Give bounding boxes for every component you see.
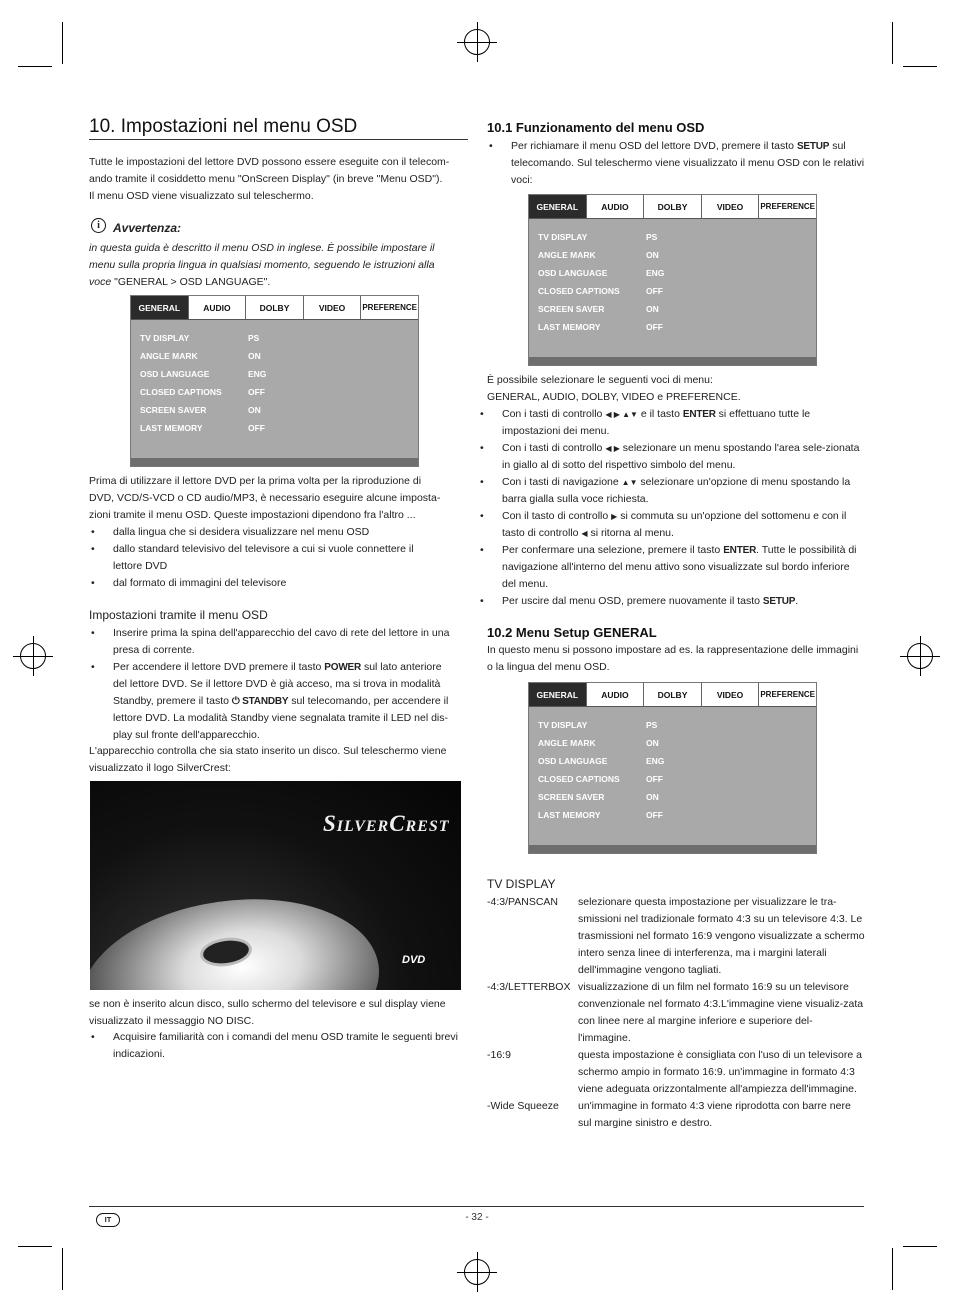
osd-tab-dolby: DOLBY	[644, 195, 702, 218]
osd-row: OSD LANGUAGE ENG	[538, 756, 665, 766]
osd-tab-video: VIDEO	[702, 683, 760, 706]
osd-tab-audio: AUDIO	[587, 683, 645, 706]
list-item: • Per uscire dal menu OSD, premere nuovamente il tasto SETUP.	[478, 593, 865, 610]
right-arrow-icon: ▶	[611, 512, 618, 521]
section-10-1-heading: 10.1 Funzionamento del menu OSD	[487, 120, 705, 135]
list-item: • Per accendere il lettore DVD premere il tasto POWER sul lato anteriore del lettore DVD. Se il lettore DVD è già acceso, ma si trova in modalità Standby, premere il tasto ⏻ STANDBY sul telecomando, per accendere il lettore DVD. La modalità Standby viene segnalata tramite il LED nel dis-play sul fronte dell'apparecchio.	[89, 659, 453, 744]
general-menu-paragraph: In questo menu si possono impostare ad es. la rappresentazione delle immagini o la lingua del menu OSD.	[487, 644, 859, 673]
dvd-logo: DVD	[402, 954, 426, 966]
osd-row: ANGLE MARK ON	[538, 738, 659, 748]
osd-row: TV DISPLAY PS	[140, 333, 260, 343]
language-badge: IT	[96, 1213, 120, 1227]
osd-tab-general: GENERAL	[131, 296, 189, 319]
osd-row: SCREEN SAVER ON	[140, 405, 261, 415]
osd-tab-video: VIDEO	[702, 195, 760, 218]
osd-row: LAST MEMORY OFF	[538, 322, 663, 332]
osd-row: LAST MEMORY OFF	[140, 423, 265, 433]
crop-mark	[18, 66, 52, 67]
registration-mark-icon	[464, 29, 490, 55]
osd-row: OSD LANGUAGE ENG	[538, 268, 665, 278]
disc-icon	[90, 881, 390, 990]
list-item: -16:9 questa impostazione è consigliata con l'uso di un televisore a schermo ampio in formato 16:9. un'immagine in formato 4:3 viene adeguata orizzontalmente all'ampiezza dell'immagine.	[487, 1049, 862, 1095]
list-item: • Acquisire familiarità con i comandi del menu OSD tramite le seguenti brevi indicazioni.	[89, 1029, 459, 1063]
page-number: - 32 -	[465, 1212, 489, 1223]
left-right-arrow-icon: ◀ ▶	[605, 444, 620, 453]
osd-tab-audio: AUDIO	[587, 195, 645, 218]
osd-row: OSD LANGUAGE ENG	[140, 369, 267, 379]
list-item: • Con i tasti di controllo ◀ ▶ selezionare un menu spostando l'area sele-zionata in giallo al di sotto del rispettivo simbolo del menu.	[478, 440, 865, 474]
osd-tab-bar	[131, 296, 418, 320]
osd-status-bar	[131, 458, 418, 466]
info-icon: i	[91, 218, 106, 233]
footer-rule	[89, 1206, 864, 1207]
osd-row: SCREEN SAVER ON	[538, 792, 659, 802]
setup-list	[487, 138, 865, 189]
osd-row: TV DISPLAY PS	[538, 232, 658, 242]
crop-mark	[62, 22, 63, 64]
list-item: • Per richiamare il menu OSD del lettore DVD, premere il tasto SETUP sul telecomando. Sul teleschermo viene visualizzato il menu OSD con le relativi voci:	[487, 138, 865, 189]
setup-steps-list	[89, 625, 453, 744]
osd-tab-general: GENERAL	[529, 195, 587, 218]
list-item: • Con i tasti di controllo ◀ ▶ ▲▼ e il tasto ENTER si effettuano tutte le impostazioni dei menu.	[478, 406, 865, 440]
up-down-arrow-icon: ▲▼	[621, 478, 638, 487]
crop-mark	[903, 66, 937, 67]
crop-mark	[62, 1248, 63, 1290]
osd-tab-preference: PREFERENCE	[362, 303, 418, 312]
left-arrow-icon: ◀	[581, 529, 588, 538]
sub-heading: Impostazioni tramite il menu OSD	[89, 608, 268, 622]
osd-menu-screenshot	[528, 682, 817, 854]
registration-mark-icon	[907, 643, 933, 669]
osd-row: LAST MEMORY OFF	[538, 810, 663, 820]
osd-tab-dolby: DOLBY	[644, 683, 702, 706]
osd-tab-preference: PREFERENCE	[760, 690, 816, 699]
crop-mark	[18, 1246, 52, 1247]
osd-row: CLOSED CAPTIONS OFF	[538, 286, 663, 296]
selectable-items-paragraph: È possibile selezionare le seguenti voci di menu: GENERAL, AUDIO, DOLBY, VIDEO e PREFERENCE.	[487, 374, 741, 403]
list-item: -Wide Squeeze un'immagine in formato 4:3 viene riprodotta con barre nere sul margine sinistro e destro.	[487, 1100, 851, 1129]
osd-tab-dolby: DOLBY	[246, 296, 304, 319]
osd-menu-screenshot	[130, 295, 419, 467]
list-item: • dal formato di immagini del televisore	[89, 575, 434, 592]
silvercrest-logo-image	[90, 781, 461, 990]
title-rule	[89, 139, 468, 140]
list-item: • Con il tasto di controllo ▶ si commuta su un'opzione del sottomenu e con il tasto di controllo ◀ si ritorna al menu.	[478, 508, 865, 542]
list-item: • Inserire prima la spina dell'apparecchio del cavo di rete del lettore in una presa di corrente.	[89, 625, 453, 659]
osd-tab-video: VIDEO	[304, 296, 362, 319]
crop-mark	[892, 22, 893, 64]
osd-tab-general: GENERAL	[529, 683, 587, 706]
familiarize-list	[89, 1029, 459, 1063]
no-disc-paragraph: se non è inserito alcun disco, sullo schermo del televisore e sul display viene visualizzato il messaggio NO DISC.	[89, 998, 446, 1027]
list-item: • Per confermare una selezione, premere il tasto ENTER. Tutte le possibilità di navigazione all'interno del menu attivo sono visualizzate sul bordo inferiore del menu.	[478, 542, 865, 593]
arrow-keys-icon: ◀ ▶ ▲▼	[605, 410, 638, 419]
osd-tab-preference: PREFERENCE	[760, 202, 816, 211]
osd-row: TV DISPLAY PS	[538, 720, 658, 730]
note-text: in questa guida è descritto il menu OSD in inglese. È possibile impostare il menu sulla propria lingua in qualsiasi momento, seguendo le istruzioni alla voce "GENERAL > OSD LANGUAGE".	[89, 242, 435, 288]
intro-paragraph: Tutte le impostazioni del lettore DVD possono essere eseguite con il telecom- ando tramite il cosiddetto menu "OnScreen Display" (in breve "Menu OSD"). Il menu OSD viene visualizzato sul teleschermo.	[89, 156, 450, 202]
list-item: • dalla lingua che si desidera visualizzare nel menu OSD	[89, 524, 434, 541]
crop-mark	[903, 1246, 937, 1247]
registration-mark-icon	[20, 643, 46, 669]
list-item: -4:3/LETTERBOX visualizzazione di un film nel formato 16:9 su un televisore convenzionale nel formato 4:3.L'immagine viene visualiz-zata con linee nere al margine inferiore e superiore del-l'immagine.	[487, 981, 864, 1044]
tv-display-heading: TV DISPLAY	[487, 877, 556, 891]
list-item: • dallo standard televisivo del televisore a cui si vuole connettere il lettore DVD	[89, 541, 434, 575]
osd-row: ANGLE MARK ON	[538, 250, 659, 260]
osd-row: CLOSED CAPTIONS OFF	[140, 387, 265, 397]
registration-mark-icon	[464, 1259, 490, 1285]
page-title: 10. Impostazioni nel menu OSD	[89, 116, 358, 137]
tv-display-options	[487, 894, 865, 1132]
list-item: -4:3/PANSCAN selezionare questa impostazione per visualizzare le tra-smissioni nel tradizionale formato 4:3 su un televisore 4:3. Le trasmissioni nel formato 16:9 vengono visualizzate a schermo intero senza linee di interferenza, ma i margini laterali dell'immagine vengono tagliati.	[487, 896, 865, 976]
osd-row: SCREEN SAVER ON	[538, 304, 659, 314]
list-item: • Con i tasti di navigazione ▲▼ selezionare un'opzione di menu spostando la barra gialla sulla voce richiesta.	[478, 474, 865, 508]
disc-check-paragraph: L'apparecchio controlla che sia stato inserito un disco. Sul teleschermo viene visualizzato il logo SilverCrest:	[89, 745, 447, 774]
osd-menu-screenshot	[528, 194, 817, 366]
paragraph-before-first-use: Prima di utilizzare il lettore DVD per la prima volta per la riproduzione di DVD, VCD/S-VCD o CD audio/MP3, è necessario eseguire alcune imposta- zioni tramite il menu OSD. Queste impostazioni dipendono fra l'altro ...	[89, 475, 441, 521]
osd-row: ANGLE MARK ON	[140, 351, 261, 361]
osd-rows	[140, 329, 266, 437]
section-10-2-heading: 10.2 Menu Setup GENERAL	[487, 625, 657, 640]
osd-tab-audio: AUDIO	[189, 296, 247, 319]
note-title: Avvertenza:	[113, 221, 182, 235]
osd-row: CLOSED CAPTIONS OFF	[538, 774, 663, 784]
navigation-list	[478, 406, 865, 610]
dependency-list	[89, 524, 434, 592]
crop-mark	[892, 1248, 893, 1290]
silvercrest-logo: SilverCrest	[323, 811, 450, 836]
